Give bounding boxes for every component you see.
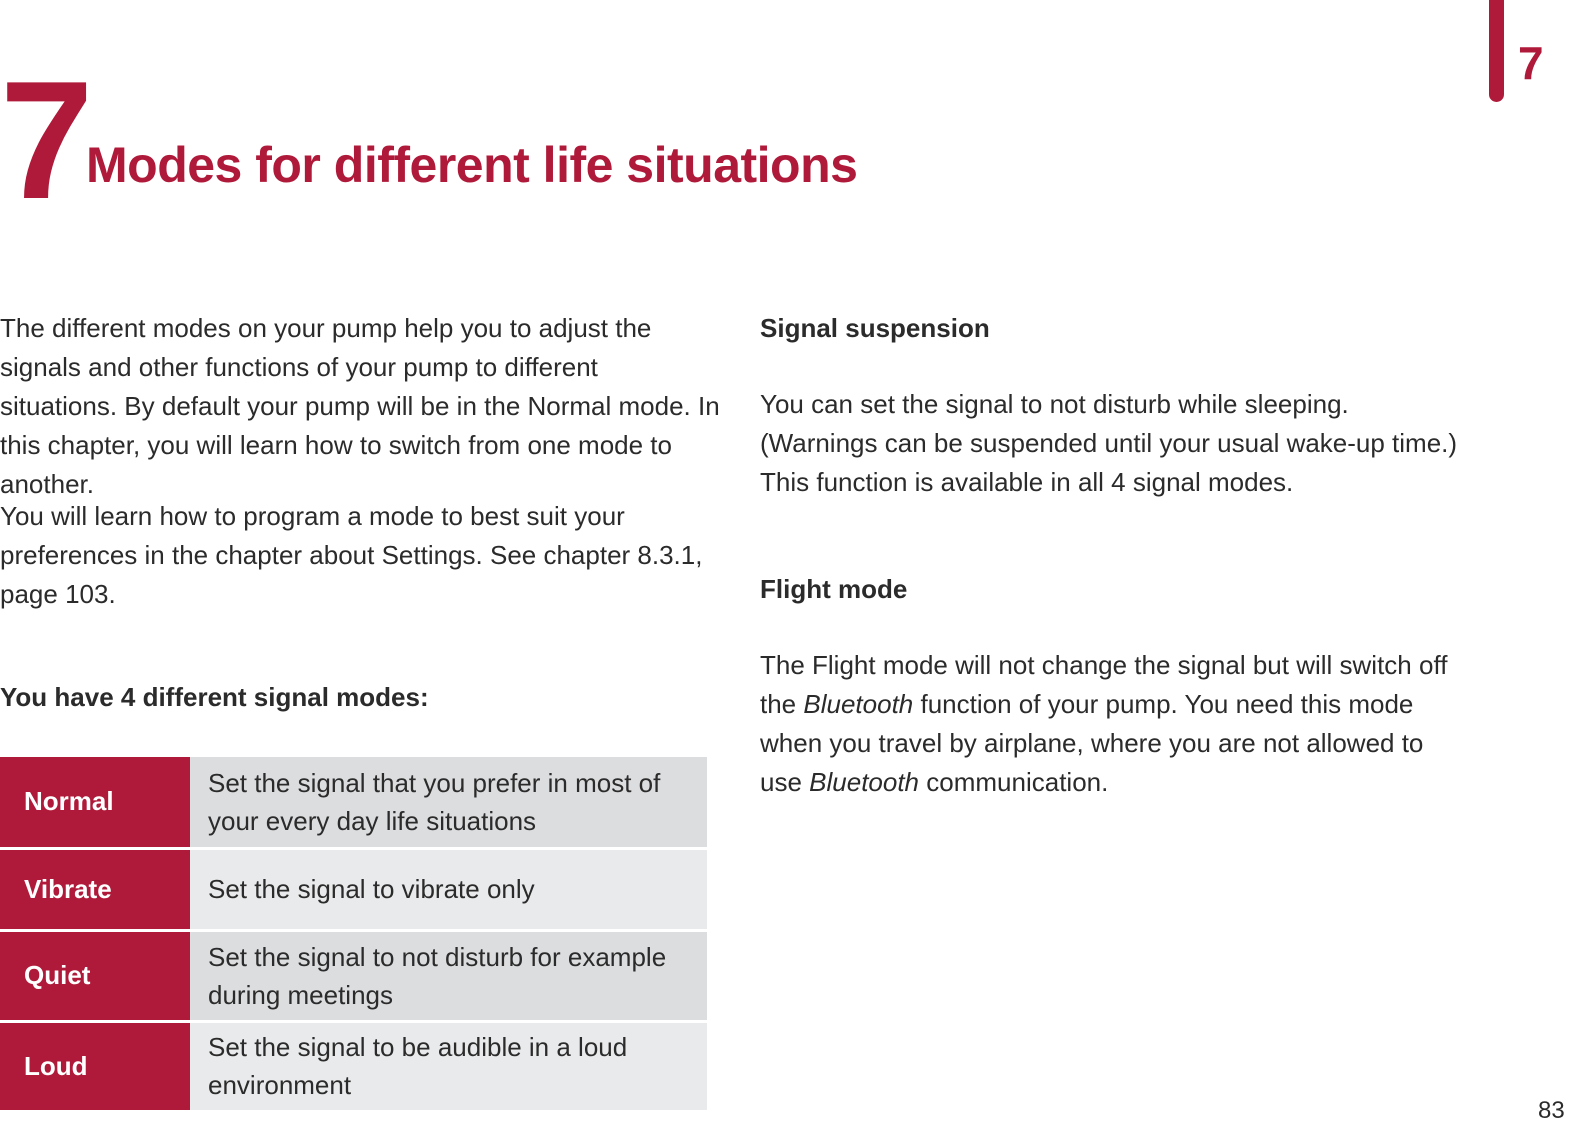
mode-description: Set the signal that you prefer in most of your every day life situations bbox=[190, 757, 707, 848]
bluetooth-term: Bluetooth bbox=[803, 689, 914, 719]
flight-mode-heading: Flight mode bbox=[760, 574, 908, 604]
mode-description: Set the signal to not disturb for example during meetings bbox=[190, 930, 707, 1021]
flight-mode-text-part-3: communication. bbox=[926, 767, 1109, 797]
flight-mode-text bbox=[760, 646, 1470, 802]
chapter-number: 7 bbox=[0, 46, 88, 234]
table-row bbox=[0, 930, 707, 1021]
mode-description: Set the signal to vibrate only bbox=[190, 848, 707, 930]
chapter-tab-marker bbox=[1489, 0, 1504, 102]
signal-suspension-heading: Signal suspension bbox=[760, 313, 990, 343]
mode-name: Loud bbox=[0, 1021, 190, 1110]
intro-paragraph-2: You will learn how to program a mode to best suit your preferences in the chapter about Settings. See chapter 8.3.1, page 103. bbox=[0, 501, 703, 609]
page-number: 83 bbox=[1538, 1097, 1565, 1124]
modes-heading: You have 4 different signal modes: bbox=[0, 682, 429, 712]
page-title: Modes for different life situations bbox=[86, 137, 858, 193]
mode-description: Set the signal to be audible in a loud environment bbox=[190, 1021, 707, 1110]
table-row bbox=[0, 757, 707, 848]
chapter-tab-number: 7 bbox=[1518, 37, 1544, 89]
mode-name: Vibrate bbox=[0, 848, 190, 930]
signal-suspension-text: You can set the signal to not disturb while sleeping. (Warnings can be suspended until your usual wake-up time.) This function is available in all 4 signal modes. bbox=[760, 389, 1458, 497]
signal-modes-table bbox=[0, 757, 707, 1110]
intro-paragraph-1: The different modes on your pump help you to adjust the signals and other functions of your pump to different situations. By default your pump will be in the Normal mode. In this chapter, you will learn how to switch from one mode to another. bbox=[0, 313, 720, 499]
flight-mode-text-part-2: function of your pump. You need this mode when you travel by airplane, where you are not allowed to use bbox=[760, 689, 1424, 797]
flight-mode-text-part-1: The Flight mode will not change the signal but will switch off the bbox=[760, 650, 1448, 719]
table-row bbox=[0, 1021, 707, 1110]
mode-name: Quiet bbox=[0, 930, 190, 1021]
bluetooth-term: Bluetooth bbox=[809, 767, 920, 797]
mode-name: Normal bbox=[0, 757, 190, 848]
table-row bbox=[0, 848, 707, 930]
